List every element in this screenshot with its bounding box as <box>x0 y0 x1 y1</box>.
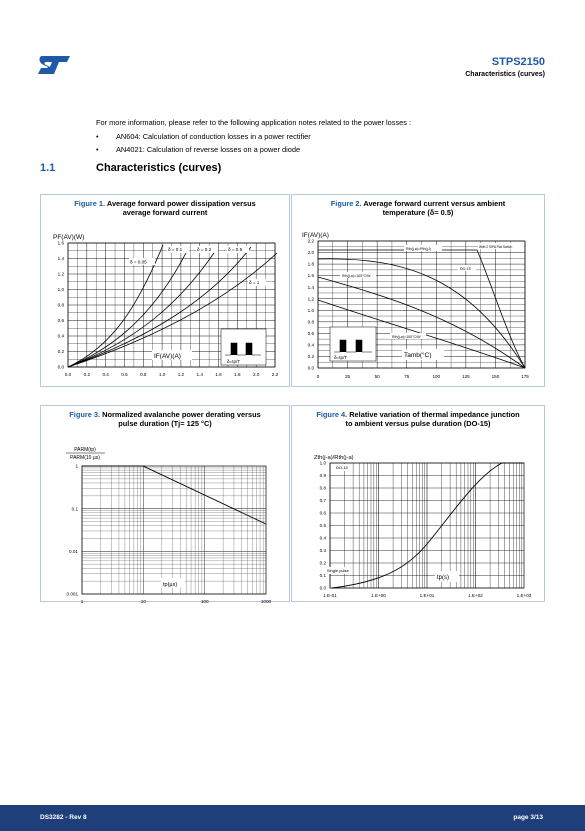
y-label-numerator: PARM(tp) <box>74 447 96 453</box>
page-footer <box>0 805 585 831</box>
page-header <box>465 56 545 78</box>
y-tick-label: 1.6 <box>307 273 314 279</box>
y-tick-label: 1.6 <box>57 240 64 246</box>
x-tick-label: 1.E+00 <box>371 593 386 598</box>
y-tick-label: 0.0 <box>319 585 326 591</box>
x-tick-label: 1000 <box>260 599 272 603</box>
svg-text:δ=tp/T: δ=tp/T <box>334 355 348 360</box>
y-tick-label: 0.6 <box>57 318 64 324</box>
svg-text:δ=tp/T: δ=tp/T <box>227 359 241 364</box>
x-tick-label: 2.2 <box>271 372 279 377</box>
y-label-denominator: PARM(10 µs) <box>70 455 100 461</box>
x-tick-label: 25 <box>345 374 351 379</box>
x-tick-label: 1.E+03 <box>516 593 532 598</box>
figure-3 <box>40 405 290 602</box>
x-tick-label: 1.E-01 <box>323 593 337 598</box>
y-tick-label: 0.3 <box>319 548 326 554</box>
figure-1-chart <box>41 195 291 388</box>
y-tick-label: 0.0 <box>307 365 314 371</box>
figure-3-chart <box>41 406 291 603</box>
x-tick-label: 100 <box>432 374 441 379</box>
label-d1: δ = 1 <box>249 280 260 285</box>
y-tick-label: 0.0 <box>57 364 64 370</box>
y-tick-label: 0.8 <box>57 302 64 308</box>
y-tick-label: 0.8 <box>319 485 326 491</box>
x-axis-label: IF(AV)(A) <box>154 353 181 360</box>
y-tick-label: 0.4 <box>319 535 326 541</box>
y-tick-label: 1.2 <box>307 296 314 302</box>
y-tick-label: 0.7 <box>319 498 326 504</box>
x-tick-label: 2.0 <box>252 372 260 377</box>
header-section-title: Characteristics (curves) <box>465 71 545 78</box>
intro-paragraph: For more information, please refer to the following application notes related to the power losses : <box>96 118 412 127</box>
page-number: page 3/13 <box>513 814 543 821</box>
x-tick-label: 0 <box>316 374 320 379</box>
st-logo <box>36 54 72 76</box>
x-tick-label: 0.8 <box>140 372 147 377</box>
figure-4-grid <box>330 463 524 588</box>
section-heading <box>40 162 222 174</box>
waveform-inset <box>330 327 376 361</box>
x-tick-label: 1 <box>80 599 84 603</box>
doc-revision: DS3282 - Rev 8 <box>40 814 87 821</box>
y-tick-label: 2.2 <box>307 238 314 244</box>
label-do15: DO-15 <box>336 465 348 470</box>
y-tick-label: 0.6 <box>307 330 314 336</box>
x-tick-label: 175 <box>521 374 529 379</box>
x-tick-label: 150 <box>491 374 500 379</box>
x-tick-label: 0.2 <box>83 372 91 377</box>
label-rthjl: Rth(j-a)=Rth(j-l) <box>406 247 431 251</box>
y-tick-label: 0.2 <box>307 354 314 360</box>
y-axis-label: IF(AV)(A) <box>302 232 329 239</box>
x-tick-label: 0.6 <box>121 372 128 377</box>
y-tick-label: 0.1 <box>319 573 326 579</box>
figure-1 <box>40 194 290 387</box>
bullet-item: • AN4021: Calculation of reverse losses on a power diode <box>96 145 301 154</box>
x-tick-label: 50 <box>374 374 380 379</box>
y-tick-label: 0.9 <box>319 473 326 479</box>
y-axis-label: PF(AV)(W) <box>53 234 85 241</box>
x-tick-label: 1.2 <box>177 372 185 377</box>
figure-2-chart <box>292 195 546 388</box>
x-tick-label: 1.E+01 <box>419 593 435 598</box>
waveform-inset <box>221 329 266 365</box>
figure-3-grid <box>82 466 266 594</box>
y-tick-label: 0.6 <box>319 510 326 516</box>
figure-2-caption: Figure 2. Average forward current versus ambient temperature (δ= 0.5) <box>330 199 506 217</box>
x-axis-label: Tamb(°C) <box>404 352 432 359</box>
y-tick-label: 0.2 <box>319 560 326 566</box>
label-flat-switch: With 2 SIPA Flat Switch <box>479 245 513 249</box>
y-tick-label: 0.1 <box>71 506 78 512</box>
y-tick-label: 0.8 <box>307 319 314 325</box>
label-do15: DO-15 <box>460 267 471 271</box>
y-tick-label: 1.4 <box>307 284 314 290</box>
y-tick-label: 0.2 <box>57 349 64 355</box>
y-tick-label: 0.4 <box>307 342 314 348</box>
y-tick-label: 1.0 <box>307 307 314 313</box>
x-tick-label: 1.4 <box>196 372 203 377</box>
y-tick-label: 1.8 <box>307 261 314 267</box>
x-axis-label: tp(µs) <box>163 582 178 588</box>
y-tick-label: 0.01 <box>69 548 78 554</box>
y-tick-label: 1.2 <box>57 271 64 277</box>
x-tick-label: 1.0 <box>158 372 166 377</box>
x-tick-label: 10 <box>140 599 146 603</box>
figure-4-chart <box>292 406 546 603</box>
x-tick-label: 125 <box>462 374 470 379</box>
figure-1-caption: Figure 1. Average forward power dissipation versus average forward current <box>74 199 256 217</box>
label-100cw-b: Rth(j-a)=100°C/W <box>392 335 421 339</box>
x-axis-label: tp(s) <box>437 575 449 581</box>
x-tick-label: 0.0 <box>64 372 72 377</box>
x-tick-label: 75 <box>404 374 410 379</box>
label-single-pulse: Single pulse <box>327 568 349 573</box>
x-tick-label: 1.8 <box>234 372 241 377</box>
figure-4 <box>291 405 545 602</box>
y-tick-label: 1 <box>75 463 78 469</box>
x-tick-label: 1.6 <box>215 372 222 377</box>
curve-d01 <box>68 247 189 367</box>
section-number: 1.1 <box>40 162 56 174</box>
part-number: STPS2150 <box>491 56 545 68</box>
y-tick-label: 1.0 <box>319 460 326 466</box>
x-tick-label: 100 <box>200 599 209 603</box>
y-tick-label: 0.001 <box>66 591 78 597</box>
y-tick-label: 2.0 <box>307 250 314 256</box>
figure-2 <box>291 194 545 387</box>
y-tick-label: 0.4 <box>57 333 64 339</box>
y-tick-label: 1.4 <box>57 256 64 262</box>
bullet-item: • AN604: Calculation of conduction losses in a power rectifier <box>96 131 311 141</box>
figure-4-caption: Figure 4. Relative variation of thermal impedance junction to ambient versus pulse duration (DO-15) <box>316 410 520 428</box>
section-title: Characteristics (curves) <box>96 162 222 174</box>
x-tick-label: 1.E+02 <box>468 593 483 598</box>
x-tick-label: 0.4 <box>102 372 109 377</box>
y-axis-label: Zth(j-a)/Rth(j-a) <box>314 455 354 461</box>
y-tick-label: 0.5 <box>319 523 326 529</box>
label-d005: δ = 0.05 <box>130 259 147 265</box>
figure-3-caption: Figure 3. Normalized avalanche power derating versus pulse duration (Tj= 125 °C) <box>69 410 261 428</box>
label-d02: δ = 0.2 <box>197 247 212 252</box>
label-100cw-a: Rth(j-a)=100°C/W <box>342 274 371 278</box>
intro-text <box>96 116 411 157</box>
label-d01: δ = 0.1 <box>168 247 183 252</box>
y-tick-label: 1.0 <box>57 287 64 293</box>
label-d05: δ = 0.5 <box>228 247 243 252</box>
